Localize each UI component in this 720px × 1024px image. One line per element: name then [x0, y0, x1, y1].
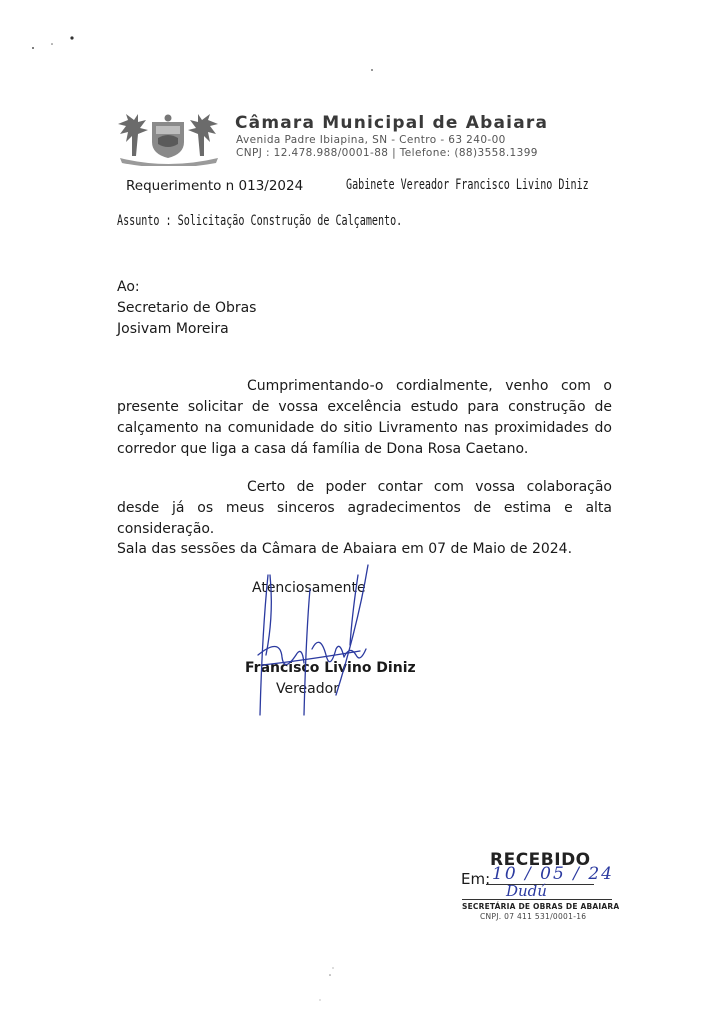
stamp-organization: SECRETÁRIA DE OBRAS DE ABAIARA — [462, 902, 620, 911]
handwritten-signature — [240, 545, 390, 725]
signer-role: Vereador — [276, 681, 339, 697]
addressee-prefix: Ao: — [117, 279, 140, 295]
body-paragraph-1: Cumprimentando-o cordialmente, venho com o presente solicitar de vossa excelência estudo para construção de calçamento na comunidade do sitio Livramento nas proximidades do corredor que liga a casa dá família de Dona Rosa Caetano. — [117, 378, 612, 457]
stamp-initials-handwritten: Dudú — [506, 882, 547, 900]
regards-text: Atenciosamente — [252, 580, 366, 596]
stamp-signature-rule — [462, 899, 612, 900]
signer-name: Francisco Livino Diniz — [245, 660, 416, 676]
cabinet-name: Gabinete Vereador Francisco Livino Diniz — [346, 177, 589, 193]
addressee-title: Secretario de Obras — [117, 300, 257, 316]
closing-line: Sala das sessões da Câmara de Abaiara em 07 de Maio de 2024. — [117, 541, 573, 557]
stamp-date-label: Em: — [461, 870, 491, 888]
addressee-name: Josivam Moreira — [117, 321, 229, 337]
body-paragraph-2: Certo de poder contar com vossa colaboração desde já os meus sinceros agradecimentos de estima e alta consideração. — [117, 479, 612, 537]
institution-address: Avenida Padre Ibiapina, SN - Centro - 63 240-00 — [236, 134, 506, 146]
request-number: Requerimento n 013/2024 — [126, 178, 304, 194]
institution-contact: CNPJ : 12.478.988/0001-88 | Telefone: (88)3558.1399 — [236, 147, 538, 159]
stamp-cnpj: CNPJ. 07 411 531/0001-16 — [480, 912, 587, 921]
stamp-received-title: RECEBIDO — [490, 850, 591, 870]
municipal-crest-logo — [112, 112, 226, 166]
stamp-date-handwritten: 10 / 05 / 24 — [492, 864, 614, 884]
institution-name: Câmara Municipal de Abaiara — [235, 113, 549, 133]
subject-line: Assunto : Solicitação Construção de Calçamento. — [117, 213, 403, 229]
